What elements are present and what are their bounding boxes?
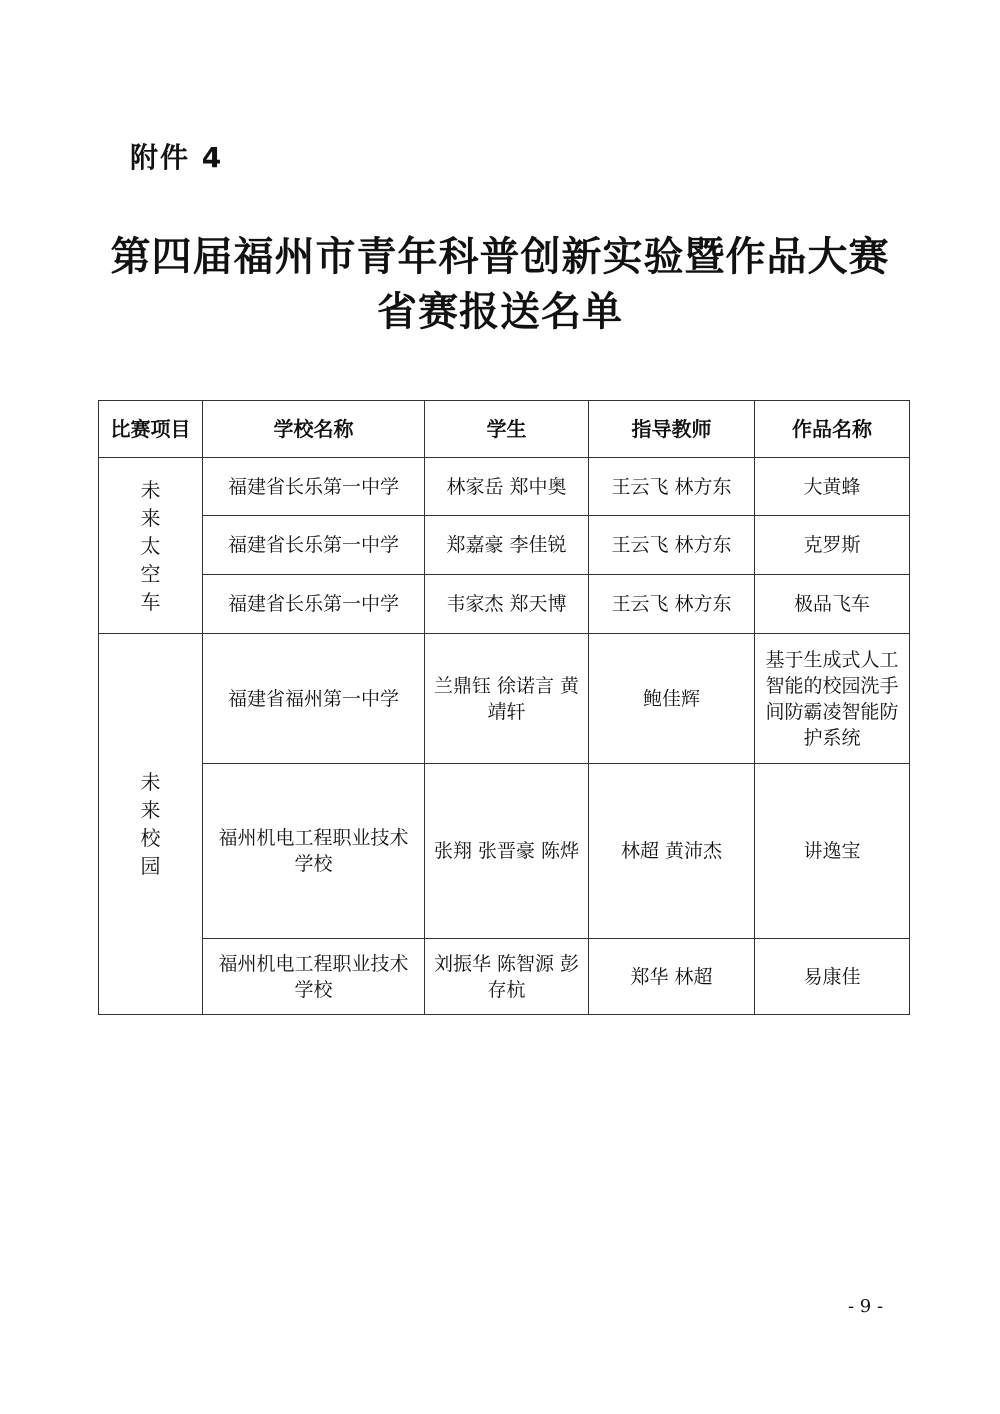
header-category: 比赛项目 <box>99 401 203 458</box>
work-cell: 基于生成式人工智能的校园洗手间防霸凌智能防护系统 <box>755 634 910 764</box>
students-cell: 郑嘉豪 李佳锐 <box>425 516 589 575</box>
attachment-label: 附件 4 <box>130 141 224 174</box>
work-cell: 极品飞车 <box>755 575 910 634</box>
table-row <box>99 516 910 575</box>
header-school: 学校名称 <box>203 401 425 458</box>
document-title-line1: 第四届福州市青年科普创新实验暨作品大赛 <box>110 233 890 280</box>
table-row <box>99 939 910 1015</box>
school-cell: 福建省长乐第一中学 <box>203 516 425 575</box>
students-cell: 林家岳 郑中奥 <box>425 458 589 516</box>
students-cell: 刘振华 陈智源 彭存杭 <box>425 939 589 1015</box>
teacher-cell: 鲍佳辉 <box>589 634 755 764</box>
category-cell: 未 来 太 空 车 <box>99 458 203 634</box>
table-row <box>99 764 910 939</box>
submission-table <box>98 400 910 1015</box>
work-cell: 讲逸宝 <box>755 764 910 939</box>
work-cell: 克罗斯 <box>755 516 910 575</box>
table-row <box>99 575 910 634</box>
teacher-cell: 王云飞 林方东 <box>589 575 755 634</box>
school-cell: 福州机电工程职业技术学校 <box>203 939 425 1015</box>
teacher-cell: 林超 黄沛杰 <box>589 764 755 939</box>
school-cell: 福建省长乐第一中学 <box>203 575 425 634</box>
document-title-line2: 省赛报送名单 <box>377 288 623 335</box>
school-cell: 福建省福州第一中学 <box>203 634 425 764</box>
header-students: 学生 <box>425 401 589 458</box>
table-row <box>99 458 910 516</box>
school-cell: 福州机电工程职业技术学校 <box>203 764 425 939</box>
header-teacher: 指导教师 <box>589 401 755 458</box>
category-cell: 未 来 校 园 <box>99 634 203 1015</box>
work-cell: 易康佳 <box>755 939 910 1015</box>
school-cell: 福建省长乐第一中学 <box>203 458 425 516</box>
teacher-cell: 王云飞 林方东 <box>589 458 755 516</box>
teacher-cell: 郑华 林超 <box>589 939 755 1015</box>
page-number: - 9 - <box>848 1296 884 1317</box>
students-cell: 张翔 张晋豪 陈烨 <box>425 764 589 939</box>
teacher-cell: 王云飞 林方东 <box>589 516 755 575</box>
students-cell: 韦家杰 郑天博 <box>425 575 589 634</box>
table-row <box>99 634 910 764</box>
work-cell: 大黄蜂 <box>755 458 910 516</box>
header-work: 作品名称 <box>755 401 910 458</box>
table-header-row <box>99 401 910 458</box>
students-cell: 兰鼎钰 徐诺言 黄靖轩 <box>425 634 589 764</box>
